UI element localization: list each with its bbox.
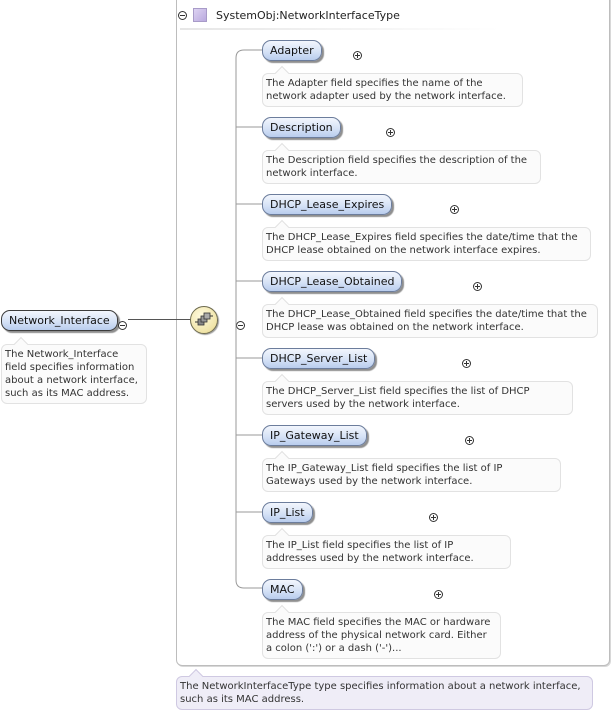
annotation-text: The DHCP_Server_List field specifies the list of DHCP servers used by the network interface. (266, 386, 530, 410)
element-annotation (262, 381, 573, 415)
element-node-adapter[interactable]: Adapter (262, 40, 322, 61)
element-annotation (262, 150, 541, 184)
annotation-text: The DHCP_Lease_Expires field specifies the date/time that the DHCP lease obtained on the network interface expires. (266, 232, 578, 256)
element-node-mac[interactable]: MAC (262, 579, 303, 600)
annotation-text: The NetworkInterfaceType type specifies information about a network interface, such as its MAC address. (180, 681, 581, 705)
element-node-dhcp-server-list[interactable]: DHCP_Server_List (262, 348, 375, 369)
element-annotation (262, 458, 561, 492)
collapse-icon[interactable] (118, 321, 127, 330)
collapse-icon[interactable] (178, 11, 187, 20)
element-annotation (262, 535, 511, 569)
element-node-description[interactable]: Description (262, 117, 341, 138)
complex-type-header (178, 4, 400, 26)
annotation-text: The IP_List field specifies the list of IP addresses used by the network interface. (266, 540, 474, 564)
element-node-dhcp-lease-expires[interactable]: DHCP_Lease_Expires (262, 194, 392, 215)
root-connector (128, 319, 191, 320)
annotation-text: The IP_Gateway_List field specifies the list of IP Gateways used by the network interface. (266, 463, 503, 487)
element-annotation (262, 304, 598, 338)
annotation-text: The Description field specifies the description of the network interface. (266, 155, 528, 179)
root-element-node[interactable]: Network_Interface (1, 310, 118, 331)
header-divider (180, 28, 500, 30)
complex-type-title: SystemObj:NetworkInterfaceType (216, 8, 400, 22)
annotation-text: The Adapter field specifies the name of the network adapter used by the network interface. (266, 78, 506, 102)
element-annotation (262, 612, 501, 659)
complex-type-annotation (176, 676, 593, 710)
element-annotation (262, 227, 591, 261)
root-element-annotation: The Network_Interface field specifies information about a network interface, such as its MAC address. (1, 344, 147, 404)
annotation-text: The DHCP_Lease_Obtained field specifies the date/time that the DHCP lease was obtained on the network interface. (266, 309, 587, 333)
expand-icon[interactable] (462, 359, 471, 368)
element-node-dhcp-lease-obtained[interactable]: DHCP_Lease_Obtained (262, 271, 402, 292)
element-node-ip-gateway-list[interactable]: IP_Gateway_List (262, 425, 367, 446)
sequence-icon (191, 307, 217, 333)
sequence-compositor[interactable] (190, 306, 218, 334)
expand-icon[interactable] (434, 590, 443, 599)
element-annotation (262, 73, 523, 107)
complex-type-icon (193, 8, 207, 22)
expand-icon[interactable] (465, 436, 474, 445)
element-node-ip-list[interactable]: IP_List (262, 502, 313, 523)
annotation-text: The MAC field specifies the MAC or hardware address of the physical network card. Either a colon (':') or a dash ('-')... (266, 617, 491, 654)
expand-icon[interactable] (429, 513, 438, 522)
